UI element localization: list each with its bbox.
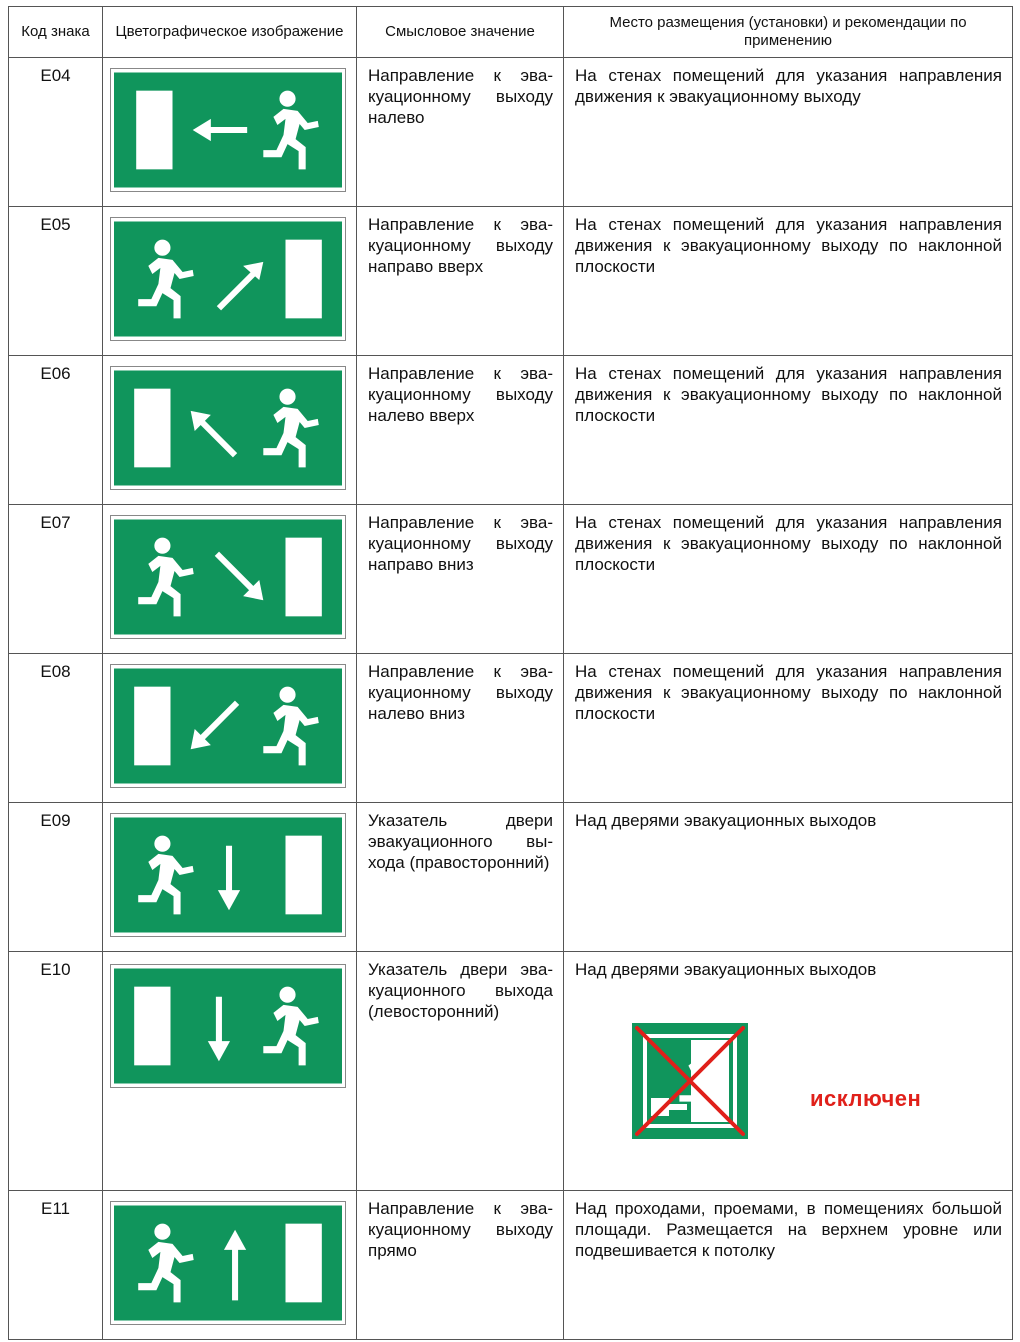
- sign-code: E11: [9, 1191, 103, 1340]
- header-image: Цветографическое изображение: [103, 7, 357, 58]
- sign-placement: Над дверями эвакуационных выходов: [564, 803, 1013, 952]
- sign-code: E10: [9, 952, 103, 1191]
- sign-meaning: Направление к эвакуационному выходу направо вверх: [357, 207, 564, 356]
- signs-table: [8, 6, 1013, 1340]
- crossed-out-exit-sign-icon: [629, 1020, 751, 1142]
- sign-meaning: Направление к эвакуационному выходу налево: [357, 58, 564, 207]
- sign-code: E04: [9, 58, 103, 207]
- header-code: Код знака: [9, 7, 103, 58]
- exit-up-right-arrow-icon: [110, 217, 346, 341]
- exit-up-left-arrow-icon: [110, 366, 346, 490]
- exit-left-arrow-icon: [110, 68, 346, 192]
- sign-code: E08: [9, 654, 103, 803]
- exit-door-left-icon: [110, 964, 346, 1088]
- sign-meaning: Направление к эвакуационному выходу прямо: [357, 1191, 564, 1340]
- sign-meaning: Указатель двери эвакуационного выхода (левосторонний): [357, 952, 564, 1191]
- sign-code: E09: [9, 803, 103, 952]
- sign-placement: На стенах помещений для указания направления движения к эвакуационному выходу по наклонной плоскости: [564, 356, 1013, 505]
- sign-placement: На стенах помещений для указания направления движения к эвакуационному выходу по наклонной плоскости: [564, 207, 1013, 356]
- table-row: [9, 356, 1013, 505]
- table-row: [9, 58, 1013, 207]
- sign-code: E07: [9, 505, 103, 654]
- sign-meaning: Направление к эвакуационному выходу налево вниз: [357, 654, 564, 803]
- exit-down-right-arrow-icon: [110, 515, 346, 639]
- exit-down-left-arrow-icon: [110, 664, 346, 788]
- header-meaning: Смысловое значение: [357, 7, 564, 58]
- excluded-label: исключен: [810, 1086, 922, 1111]
- exit-door-right-icon: [110, 813, 346, 937]
- sign-code: E06: [9, 356, 103, 505]
- sign-code: E05: [9, 207, 103, 356]
- header-placement: Место размещения (установки) и рекомендации по применению: [564, 7, 1013, 58]
- table-row: [9, 803, 1013, 952]
- sign-placement: На стенах помещений для указания направления движения к эвакуационному выходу по наклонной плоскости: [564, 505, 1013, 654]
- sign-placement: Над дверями эвакуационных выходов: [575, 960, 877, 979]
- table-row: [9, 952, 1013, 1191]
- sign-meaning: Направление к эвакуационному выходу налево вверх: [357, 356, 564, 505]
- table-row: [9, 505, 1013, 654]
- sign-meaning: Направление к эвакуационному выходу направо вниз: [357, 505, 564, 654]
- sign-placement: На стенах помещений для указания направления движения к эвакуационному выходу по наклонной плоскости: [564, 654, 1013, 803]
- header-row: [9, 7, 1013, 58]
- exit-straight-arrow-icon: [110, 1201, 346, 1325]
- sign-placement: Над проходами, проемами, в помещениях большой площади. Размещается на верхнем уровне или подвешивается к потолку: [564, 1191, 1013, 1340]
- sign-meaning: Указатель двери эвакуационного выхода (правосторонний): [357, 803, 564, 952]
- table-row: [9, 1191, 1013, 1340]
- table-row: [9, 654, 1013, 803]
- table-row: [9, 207, 1013, 356]
- sign-placement: На стенах помещений для указания направления движения к эвакуационному выходу: [564, 58, 1013, 207]
